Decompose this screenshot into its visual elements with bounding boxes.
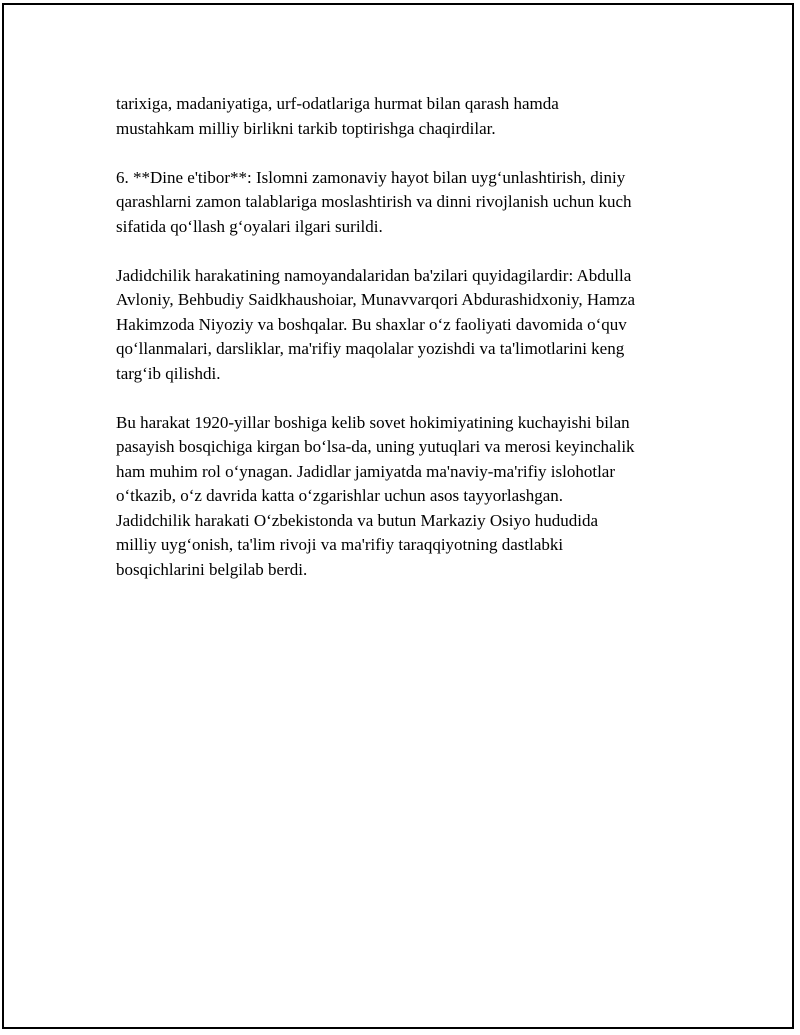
text-line: sifatida qo‘llash g‘oyalari ilgari surildi. <box>116 216 383 236</box>
paragraph-dine-etibor <box>116 166 696 240</box>
text-line: o‘tkazib, o‘z davrida katta o‘zgarishlar uchun asos tayyorlashgan. <box>116 486 564 505</box>
text-line: Avloniy, Behbudiy Saidkhaushoiar, Munavvarqori Abdurashidxoniy, Hamza <box>116 290 635 309</box>
text-line: tarixiga, madaniyatiga, urf-odatlariga hurmat bilan qarash hamda <box>116 94 559 113</box>
text-line: Hakimzoda Niyoziy va boshqalar. Bu shaxlar o‘z faoliyati davomida o‘quv <box>116 314 627 334</box>
text-line: Jadidchilik harakati O‘zbekistonda va butun Markaziy Osiyo hududida <box>116 510 599 530</box>
document-body <box>116 92 696 607</box>
text-line: qarashlarni zamon talablariga moslashtirish va dinni rivojlanish uchun kuch <box>116 192 632 211</box>
text-line: Bu harakat 1920-yillar boshiga kelib sovet hokimiyatining kuchayishi bilan <box>116 412 630 432</box>
text-line: 6. **Dine e'tibor**: Islomni zamonaviy hayot bilan uyg‘unlashtirish, diniy <box>116 167 626 187</box>
paragraph-harakat-merosi <box>116 411 696 583</box>
text-line: mustahkam milliy birlikni tarkib toptirishga chaqirdilar. <box>116 118 496 138</box>
text-line: ham muhim rol o‘ynagan. Jadidlar jamiyatda ma'naviy-ma'rifiy islohotlar <box>116 461 615 481</box>
paragraph-hurmat <box>116 92 696 141</box>
paragraph-namoyandalar <box>116 264 696 387</box>
text-line: targ‘ib qilishdi. <box>116 363 221 383</box>
text-line: bosqichlarini belgilab berdi. <box>116 559 308 579</box>
text-line: milliy uyg‘onish, ta'lim rivoji va ma'rifiy taraqqiyotning dastlabki <box>116 535 564 554</box>
text-line: Jadidchilik harakatining namoyandalaridan ba'zilari quyidagilardir: Abdulla <box>116 265 632 285</box>
text-line: qo‘llanmalari, darsliklar, ma'rifiy maqolalar yozishdi va ta'limotlarini keng <box>116 339 625 358</box>
text-line: pasayish bosqichiga kirgan bo‘lsa-da, uning yutuqlari va merosi keyinchalik <box>116 437 635 456</box>
